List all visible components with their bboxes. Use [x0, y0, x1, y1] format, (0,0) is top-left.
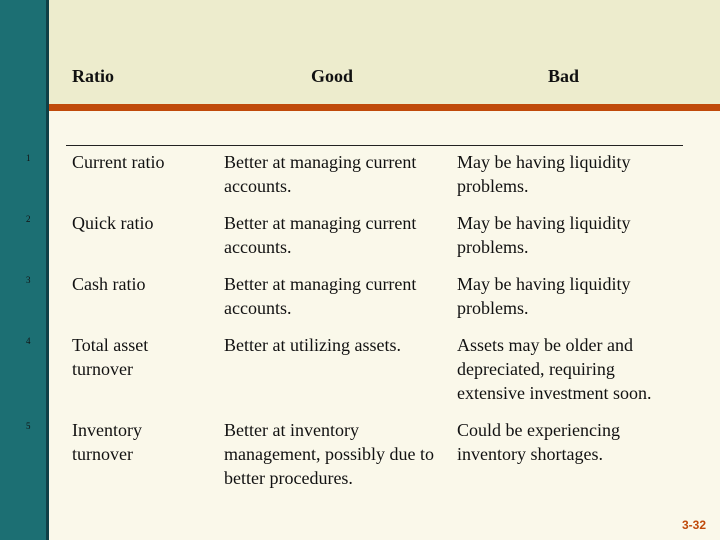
column-header-ratio: Ratio	[72, 66, 114, 86]
ratio-cell: Total asset turnover	[72, 335, 149, 379]
good-cell: Better at inventory management, possibly due to better procedures.	[224, 420, 434, 488]
row-number: 5	[26, 421, 31, 431]
row-number: 3	[26, 275, 31, 285]
ratio-cell: Current ratio	[72, 152, 165, 172]
good-cell: Better at managing current accounts.	[224, 274, 417, 318]
slide-number: 3-32	[681, 518, 706, 532]
row-number: 2	[26, 214, 31, 224]
bad-cell: May be having liquidity problems.	[457, 213, 631, 257]
column-header-good: Good	[311, 66, 354, 86]
bad-cell: May be having liquidity problems.	[457, 274, 631, 318]
ratio-cell: Cash ratio	[72, 274, 146, 294]
bad-cell: Could be experiencing inventory shortages.	[457, 420, 620, 464]
ratio-cell: Quick ratio	[72, 213, 154, 233]
column-header-bad: Bad	[548, 66, 580, 86]
good-cell: Better at managing current accounts.	[224, 152, 417, 196]
good-cell: Better at managing current accounts.	[224, 213, 417, 257]
left-sidebar-bar	[0, 0, 46, 540]
row-number: 4	[26, 336, 31, 346]
bad-cell: May be having liquidity problems.	[457, 152, 631, 196]
header-band	[49, 0, 720, 104]
row-number: 1	[26, 153, 31, 163]
good-cell: Better at utilizing assets.	[224, 335, 401, 355]
header-accent-rule	[49, 104, 720, 111]
bad-cell: Assets may be older and depreciated, requiring extensive investment soon.	[457, 335, 652, 403]
table-top-rule	[66, 145, 683, 146]
ratio-cell: Inventory turnover	[72, 420, 142, 464]
